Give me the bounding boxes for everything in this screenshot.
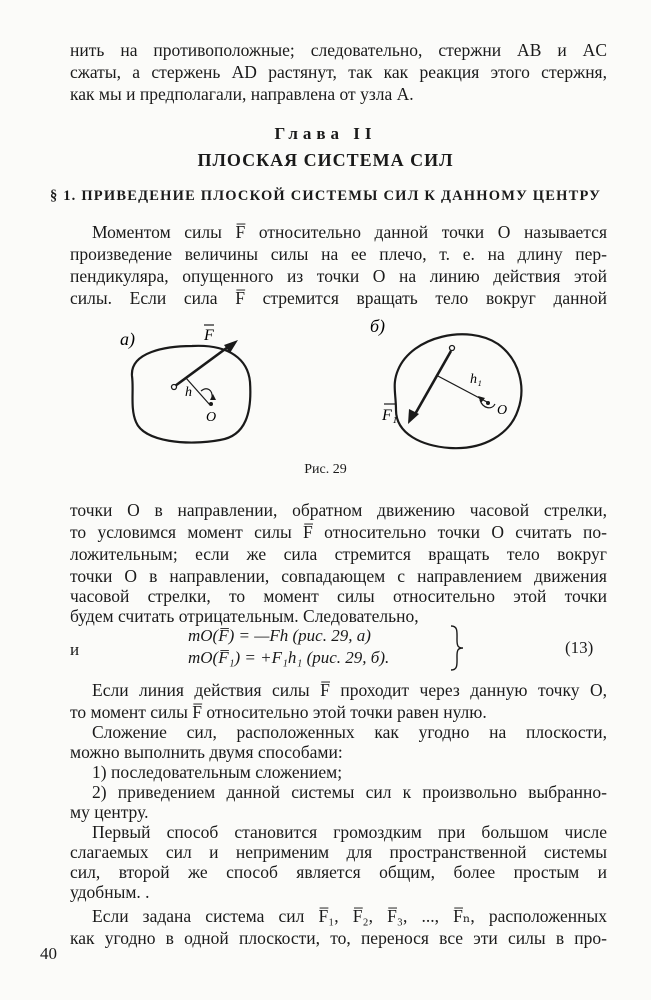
text-line: Если линия действия силы F̅ проходит через данную точку O,	[92, 680, 607, 700]
chapter-heading: Глава II	[274, 124, 377, 143]
point-marker	[172, 385, 177, 390]
section-title: § 1. ПРИВЕДЕНИЕ ПЛОСКОЙ СИСТЕМЫ СИЛ К ДАННОМУ ЦЕНТРУ	[49, 188, 602, 204]
label-a: а)	[120, 329, 135, 349]
force-line-b	[414, 351, 451, 416]
formula-line: mO(F̅) = —Fh (рис. 29, а)	[188, 626, 371, 645]
page-number: 40	[40, 944, 57, 963]
part-title: ПЛОСКАЯ СИСТЕМА СИЛ	[197, 150, 454, 170]
arm-label-a: h	[185, 385, 192, 400]
point-marker	[209, 402, 213, 406]
arm-label-b: h₁	[470, 372, 482, 387]
point-label-a: O	[206, 410, 217, 425]
list-item: 1) последовательным сложением;	[92, 762, 343, 782]
arrow-head-icon	[210, 394, 216, 400]
text-line: Если задана система сил F̅₁, F̅₂, F̅₃, ..., F̅ₙ, расположенных	[92, 906, 607, 926]
text-line: Первый способ становится громоздким при большом числе	[92, 822, 607, 842]
text-line: можно выполнить двумя способами:	[70, 742, 343, 762]
text-line: как угодно в одной плоскости, то, перенося все эти силы в про-	[70, 928, 607, 948]
figure-caption: Рис. 29	[304, 462, 347, 477]
text-line: нить на противоположные; следовательно, стержни AB и AC	[70, 40, 607, 60]
formula-line: mO(F̅₁) = +F₁h₁ (рис. 29, б).	[188, 648, 390, 667]
text-line: слагаемых сил и неприменим для пространственной системы	[70, 842, 607, 862]
arrow-head-icon	[478, 396, 485, 403]
force-label-b: F₁	[382, 407, 398, 424]
body-outline-b	[395, 334, 522, 448]
text-line: ложительным; если же сила стремится вращать тело вокруг	[70, 544, 607, 564]
text-line: пендикуляра, опущенного из точки O на линию действия этой	[70, 266, 607, 286]
text-line: сил, второй же способ является общим, более простым и	[70, 862, 607, 882]
point-marker	[486, 401, 490, 405]
text-line: произведение величины силы на ее плечо, т. е. на длину пер-	[70, 244, 607, 264]
text-line: точки O в направлении, обратном движению часовой стрелки,	[70, 500, 607, 520]
force-label-a: F	[204, 327, 214, 344]
list-item: 2) приведением данной системы сил к произвольно выбранно-	[92, 782, 607, 802]
text-line: удобным. .	[70, 882, 150, 902]
text-line: сжаты, а стержень AD растянут, так как реакция этого стержня,	[70, 62, 607, 82]
formula-prefix: и	[70, 640, 80, 659]
formula-brace	[448, 624, 466, 672]
text-line: часовой стрелки, то момент силы относительно этой точки	[70, 586, 607, 606]
text-line: точки O в направлении, совпадающем с направлением движения	[70, 566, 607, 586]
force-line-a	[175, 344, 232, 386]
text-line: му центру.	[70, 802, 149, 822]
text-line: то условимся момент силы F̅ относительно точки O считать по-	[70, 522, 607, 542]
figure-29	[100, 310, 560, 460]
point-label-b: O	[497, 403, 508, 418]
label-b: б)	[370, 316, 386, 336]
text-line: как мы и предполагали, направлена от узла A.	[70, 84, 414, 104]
text-line: Моментом силы F̅ относительно данной точки O называется	[92, 222, 607, 242]
text-line: будем считать отрицательным. Следовательно,	[70, 606, 419, 626]
text-line: Сложение сил, расположенных как угодно на плоскости,	[92, 722, 607, 742]
point-marker	[450, 346, 455, 351]
formula-number: (13)	[565, 638, 594, 657]
text-line: силы. Если сила F̅ стремится вращать тело вокруг данной	[70, 288, 607, 308]
text-line: то момент силы F̅ относительно этой точки равен нулю.	[70, 702, 487, 722]
